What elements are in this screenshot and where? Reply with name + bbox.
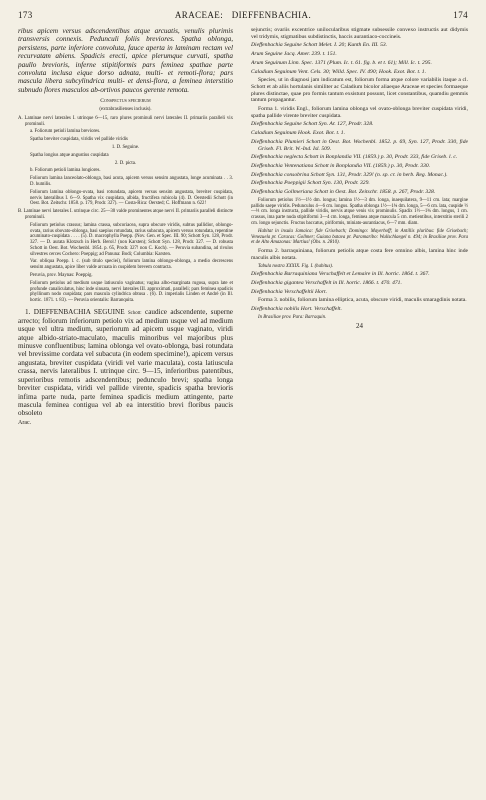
synonym-entry: Arum Seguine Jacq. Amer. 239. t. 151. (251, 51, 337, 58)
synonym-entry: Arum Seguinum Linn. Spec. 1371 (Plum. Ic. t. 61. fig. b. et t. 61); Mill. Ic. t. 295. (251, 59, 432, 66)
synonym-entry: Dieffenbachia Seguine Schott Melet. I. 20; Kunth En. III. 53. (251, 42, 388, 49)
synonym-entry: Dieffenbachia Ventenatiana Schott in Bonplandia VII. (1859.) p. 30, Prodr. 330. (251, 162, 431, 169)
key-entry: B. Laminae nervi laterales I. utrinque circ. 25—30 valde prominentes atque nervi II. primariis paralleli distincte prominuli. (18, 209, 233, 220)
species-key (18, 116, 233, 304)
key-entry: Var. obliqua Poepp. l. c. (sub titulo speciei), foliorum lamina oblongo-oblonga, a medio decrescens sensim angustata, apice liber valde arcuata in cuspidem brevem contracta. (30, 259, 233, 271)
key-entry: A. Laminae nervi laterales I. utrinque 6—15, raro plures prominuli nervi laterales II. primariis paralleli vix prominuli. (18, 115, 233, 127)
key-entry: b. Foliorum petioli lamina longiores. (30, 168, 101, 174)
conspectus-title: Conspectus specierum (100, 98, 151, 105)
forma-3: Forma 3. nobilis, foliorum lamina elliptica, acuta, obscure viridi, maculis smaragdinis notata. (258, 297, 467, 304)
habitat-paragraph: In Brasiliae prov. Para: Barraquin. (258, 314, 327, 320)
key-entry: Spatha breviter cuspidata, viridis vel pallide viridis (30, 137, 128, 143)
measurements-paragraph: Foliorum petiolus 1½—1½ dm. longus; lamina 1½—3 dm. longa, inaequilatera, 9—11 cm. lata; margine pallido saepe viridis. Pedunculus 4—6 cm. longus. Spatha oblonga 1½—1¾ dm. longa, 5—6 cm. lata, cuspide ½—⅓ cm. longa instructa, pallide viridis, nervis atque venis vix prominulis. Spadix 1½—1¾ dm. longus, 1 cm. crassus, ima parte nuda stipitiformi 3—4 cm. longa, feminea atque mascula 5 cm. metientibus, interstitio sterili 2 cm. longo sejunctis. Fructus baccatus, piriformis, miniato-aurantiacus, 6—7 mm. diam. (251, 197, 468, 226)
running-title-part2: DIEFFENBACHIA. (231, 10, 312, 20)
key-entry: Foliorum lamina oblongo-ovata, basi rotundata, apicem versus sensim angustata, breviter cuspidata, nervis lateralibus I. 6—9. Spatha vix cuspidata, albida, fructifera rubicola (4). D. Oerstedii Schott (in Oest. Bot. Zeitschr. 1858. p. 179, Prodr. 327). — Costa-Rica: Oersted; C. Hoffmann n. 622! (30, 189, 233, 207)
running-header (18, 10, 468, 24)
right-column (251, 27, 468, 780)
key-entry: 1. D. Seguine. (111, 144, 140, 150)
key-entry: Foliorum petiolus crassus; lamina crassa, subcoriacea, supra obscure viridis, subtus pallidior, oblongo-ovata, rarius obovato-oblonga, basi saepius rotundata, rarius subacuta, apicem versus rotundata, repentine acuminato-cuspidata . . . . (5). D. macrophylla Poepp. (Nov. Gen. et Spec. III. 90; Schott Syn. 128, Prodr. 327. — D. aurata Klotzsch in Herb. Berol.! (non Karsten); Schott Syn. 128, Prodr. 327. — D. robusta Schott in Oest. Bot. Wochenbl. 1854. p. 65, Prodr. 327! non C. Koch). — Peruvia subandina, ad rivulos silvestres cerces Cochero: Poeppig; ad Panuna: Bodi; Columbia: Karsten. (30, 222, 233, 257)
synonym-entry: Dieffenbachia neglecta Schott in Bonplandia VII. (1859.) p. 30, Prodr. 333, fide Griseb. l. c. (251, 154, 458, 161)
synonym-entry: Dieffenbachia Seguine Schott Syn. Ar. 127, Prodr. 328. (251, 121, 374, 128)
species-paragraph: Species, ut in diagnosi jam indicatum est, foliorum forma atque colore variabilis itaque a cl. Schott et ab aliis hortulanis similiter ac Caladium bicolor aliaeque Araceae et species formaeque plures distinctae, quae pro formis tantum exsistunt possunt, licet constantibus, quamdiu gemmis tantum propagantur. (251, 77, 468, 104)
synonym-entry: Dieffenbachia nobilis Hort. Verschaffelt. (251, 306, 342, 313)
synonym-entry: Dieffenbachia gigantea Verschaffelt in Ill. hortic. 1866. t. 470. 471. (251, 280, 402, 287)
left-column (18, 27, 233, 780)
synonym-entry: Caladium Seguinum Hook. Exot. Bot. t. 1. (251, 130, 345, 137)
left-page-number: 173 (18, 10, 33, 20)
genus-description: ribus apicem versus adscendentibus atque arcuatis, venulis plurimis transversis connexis. Pedunculi foliis breviores. Spatha oblonga, persistens, parte inferiore convoluta, fauce aperta in laminam rectam vel recurvatam abiens. Spadicis erecti, apice plerumque curvati, spatha paullo brevioris, inferne stipitiformis pars feminea spathae parte convoluta inclusa eique dorso adnata, multi- et remoti-flora; pars mascula libera subcylindrica multi- et densi-flora, a feminea interstitio subnudo flores masculos ab-ortivos paucos gerente remota. (18, 27, 233, 94)
synonymy-block (251, 306, 468, 313)
synonymy-block (251, 121, 468, 195)
habitat-paragraph: Habitat in insula Jamaica: fide Grisebach; Domingo: Mayerhoff; in Antillis pluribus: fide Grisebach; Venezuela pr. Caracas: Gollmer; Guiana batava pr. Paramaribo: Wullschlaegel n. 494; in Brasiliae prov. Para et de Alto Amazonas: Martius! (Obs. n. 2810). (251, 228, 468, 246)
right-page-number: 174 (453, 10, 468, 20)
synonym-entry: Dieffenbachia Poeppigii Schott Syn. 130, Prodr. 329. (251, 180, 370, 187)
synonym-entry: Dieffenbachia Gollmeriana Schott in Oest. Bot. Zeitschr. 1858. p. 267, Prodr. 328. (251, 189, 436, 196)
key-entry: a. Foliorum petioli lamina breviores. (30, 129, 101, 135)
forma-2: Forma 2. barraquiniana, foliorum petiolis atque costa fere omnino albis, lamina hinc inde maculis albis notata. (251, 248, 468, 261)
key-entry: Foliorum petiolus ad medium usque latiusculo vaginatus; vagina albo-marginata rugosa, supra late et profunde canaliculatus, hinc inde sinuata, nervi laterales III. approximati, paralleli; pars feminea spadicis phyllinum nodo cuspidata; pars mascula cylindrica obtusa . (6). D. imperialis Linden et André (in Ill. hortic. 1871. t. 83). — Peruvia orientalis: Barranquita. (30, 280, 233, 304)
key-entry: Foliorum lamina lanceolato-oblonga, basi acuta, apicem versus sensim angustata, longe acuminata . . 3. D. humilis. (30, 176, 233, 187)
species-heading: 1. DIEFFENBACHIA SEGUINE (25, 308, 125, 317)
synonymy-block (251, 42, 468, 75)
synonym-entry: Dieffenbachia Barraquiniana Verschaffelt et Lemaire in Ill. hortic. 1864. t. 367. (251, 271, 430, 278)
synonym-entry: Dieffenbachia Plumieri Schott in Oest. Bot. Wochenbl. 1852. p. 69, Syn. 127, Prodr. 330, fide Griseb. Fl. Brit. W.-Ind. Isl. 509. (251, 138, 468, 152)
key-entry: Peruvia, prov. Maynas: Poeppig. (30, 273, 93, 279)
synonym-entry: Dieffenbachia Verschaffeltii Hort. (251, 288, 327, 295)
key-entry: 2. D. picta. (114, 160, 137, 166)
plate-reference: Tabula nostra XXXIX. Fig. I. (habitus). (258, 263, 334, 269)
signature-mark: 24 (356, 321, 363, 330)
continued-description: sejunctis; ovariis excentrice unilocularibus stigmate subsessile convexo instructis aut didymis vel tridymis, stigmatibus subdistinctis, baccis aurantiaco-coccineis. (251, 27, 468, 40)
species-author: Schott: (128, 311, 142, 317)
species-text: caudice adscendente, superne arrecto; foliorum inferiorum petiolo vix ad medium usque vel ad medium usque vel ultra medium, superiorum ad apicem usque vaginato, viridi atque albido-striato-maculato, maculis minoribus vel majoribus plus minusve confluentibus; lamina oblonga vel ovato-oblonga, basi rotundata vel brevissime cordata vel subacuta (in eodem specimine!), apicem versus angustata, breviter cuspidata (viridi vel varie maculata), costa latiuscula crassa, nervis lateralibus I. utrinque circ. 9—15, inferioribus patentibus, superioribus remotis adscendentibus; pedunculo brevi; spatha longa breviter cuspidata, viridi vel pallide virente, spadicis spatha brevioris infima parte nuda, parte feminea spadicis medium attingente, parte mascula feminea contigua vel ab ea interstitio brevi floribus paucis obsoleto (18, 308, 233, 418)
forma-1: Forma 1. viridis Engl., foliorum lamina oblonga vel ovato-oblonga breviter cuspidata viridi, spatha pallide virente breviter cuspidata. (251, 106, 468, 119)
catchword: Arac. (18, 419, 32, 426)
synonymy-block (251, 271, 468, 295)
synonym-entry: Dieffenbachia consobrina Schott Syn. 131, Prodr. 329! (n. sp. cr. in herb. Reg. Monac.). (251, 171, 448, 178)
synonym-entry: Caladium Seguinum Vent. Cels. 30; Willd. Spec. IV. 490; Hook. Exot. Bot. t. 1. (251, 68, 426, 75)
conspectus-subtitle: (extrabrasilienses inclusis). (99, 106, 152, 112)
species-description (18, 308, 233, 418)
running-title-part1: ARACEAE: (174, 10, 224, 20)
running-title (18, 10, 468, 20)
key-entry: Spatha longius atque angustius cuspidata (30, 152, 109, 158)
